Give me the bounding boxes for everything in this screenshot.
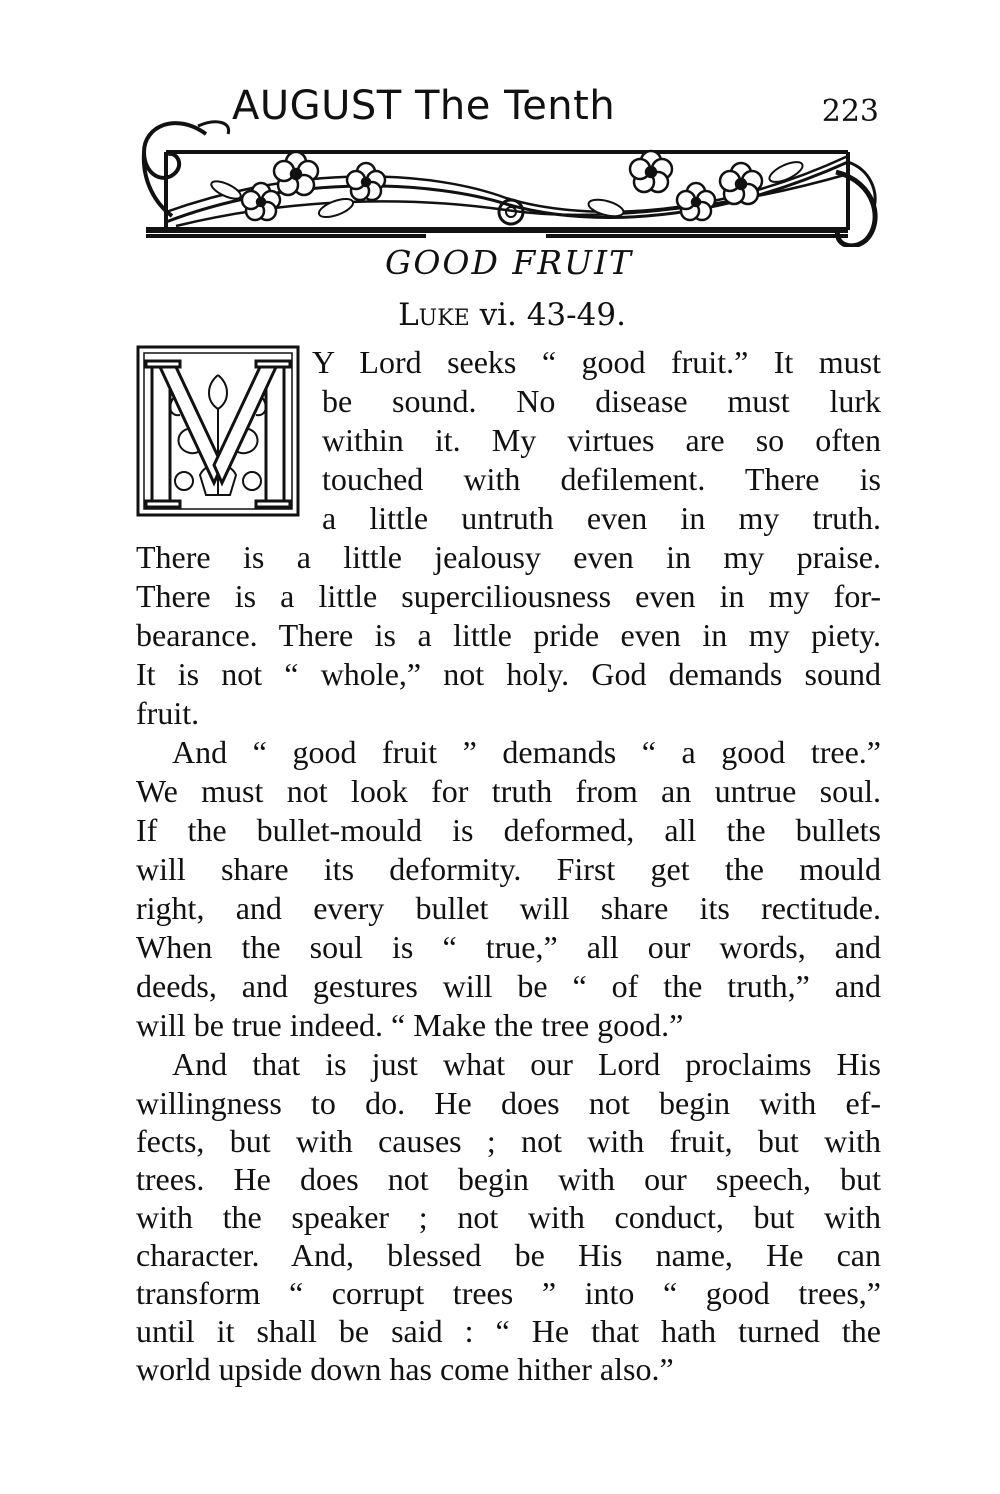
text-line: There is a little jealousy even in my praise. (136, 539, 881, 575)
text-line: world upside down has come hither also.” (136, 1351, 674, 1387)
text-line: We must not look for truth from an untrue soul. (136, 773, 881, 809)
text-line: right, and every bullet will share its rectitude. (136, 890, 881, 926)
running-title: AUGUST The Tenth (232, 83, 616, 129)
text-line: fruit. (136, 695, 200, 731)
text-line: within it. My virtues are so often (322, 422, 881, 458)
text-line: touched with defilement. There is (322, 461, 881, 497)
chapter-title: GOOD FRUIT (384, 243, 634, 282)
text-line: deeds, and gestures will be “ of the truth,” and (136, 968, 881, 1004)
reference-verses: vi. 43-49. (479, 297, 626, 333)
page-number: 223 (821, 94, 879, 129)
text-line: transform “ corrupt trees ” into “ good trees,” (136, 1275, 881, 1311)
text-line: And “ good fruit ” demands “ a good tree.” (172, 734, 881, 770)
text-line: trees. He does not begin with our speech, but (136, 1161, 881, 1197)
text-line: There is a little superciliousness even in my for- (136, 578, 881, 614)
text-line: willingness to do. He does not begin with ef- (136, 1085, 881, 1121)
text-line: a little untruth even in my truth. (322, 500, 881, 536)
text-line: with the speaker ; not with conduct, but with (136, 1199, 881, 1235)
reference-book: Luke (398, 297, 470, 333)
text-line: It is not “ whole,” not holy. God demands sound (136, 656, 881, 692)
text-line: be sound. No disease must lurk (322, 383, 881, 419)
ornamental-drop-cap (136, 345, 300, 517)
text-line: will be true indeed. “ Make the tree good.” (136, 1007, 684, 1043)
text-line: And that is just what our Lord proclaims His (172, 1046, 881, 1082)
text-line: will share its deformity. First get the mould (136, 851, 881, 887)
text-line: bearance. There is a little pride even in my piety. (136, 617, 881, 653)
page-header (136, 82, 881, 247)
floral-header-ornament (136, 112, 881, 247)
text-line: Y Lord seeks “ good fruit.” It must (312, 344, 881, 380)
text-line: When the soul is “ true,” all our words, and (136, 929, 881, 965)
scripture-reference (0, 295, 1000, 335)
text-line: until it shall be said : “ He that hath turned the (136, 1313, 881, 1349)
text-line: If the bullet-mould is deformed, all the bullets (136, 812, 881, 848)
text-line: fects, but with causes ; not with fruit, but with (136, 1123, 881, 1159)
text-line: character. And, blessed be His name, He can (136, 1237, 881, 1273)
